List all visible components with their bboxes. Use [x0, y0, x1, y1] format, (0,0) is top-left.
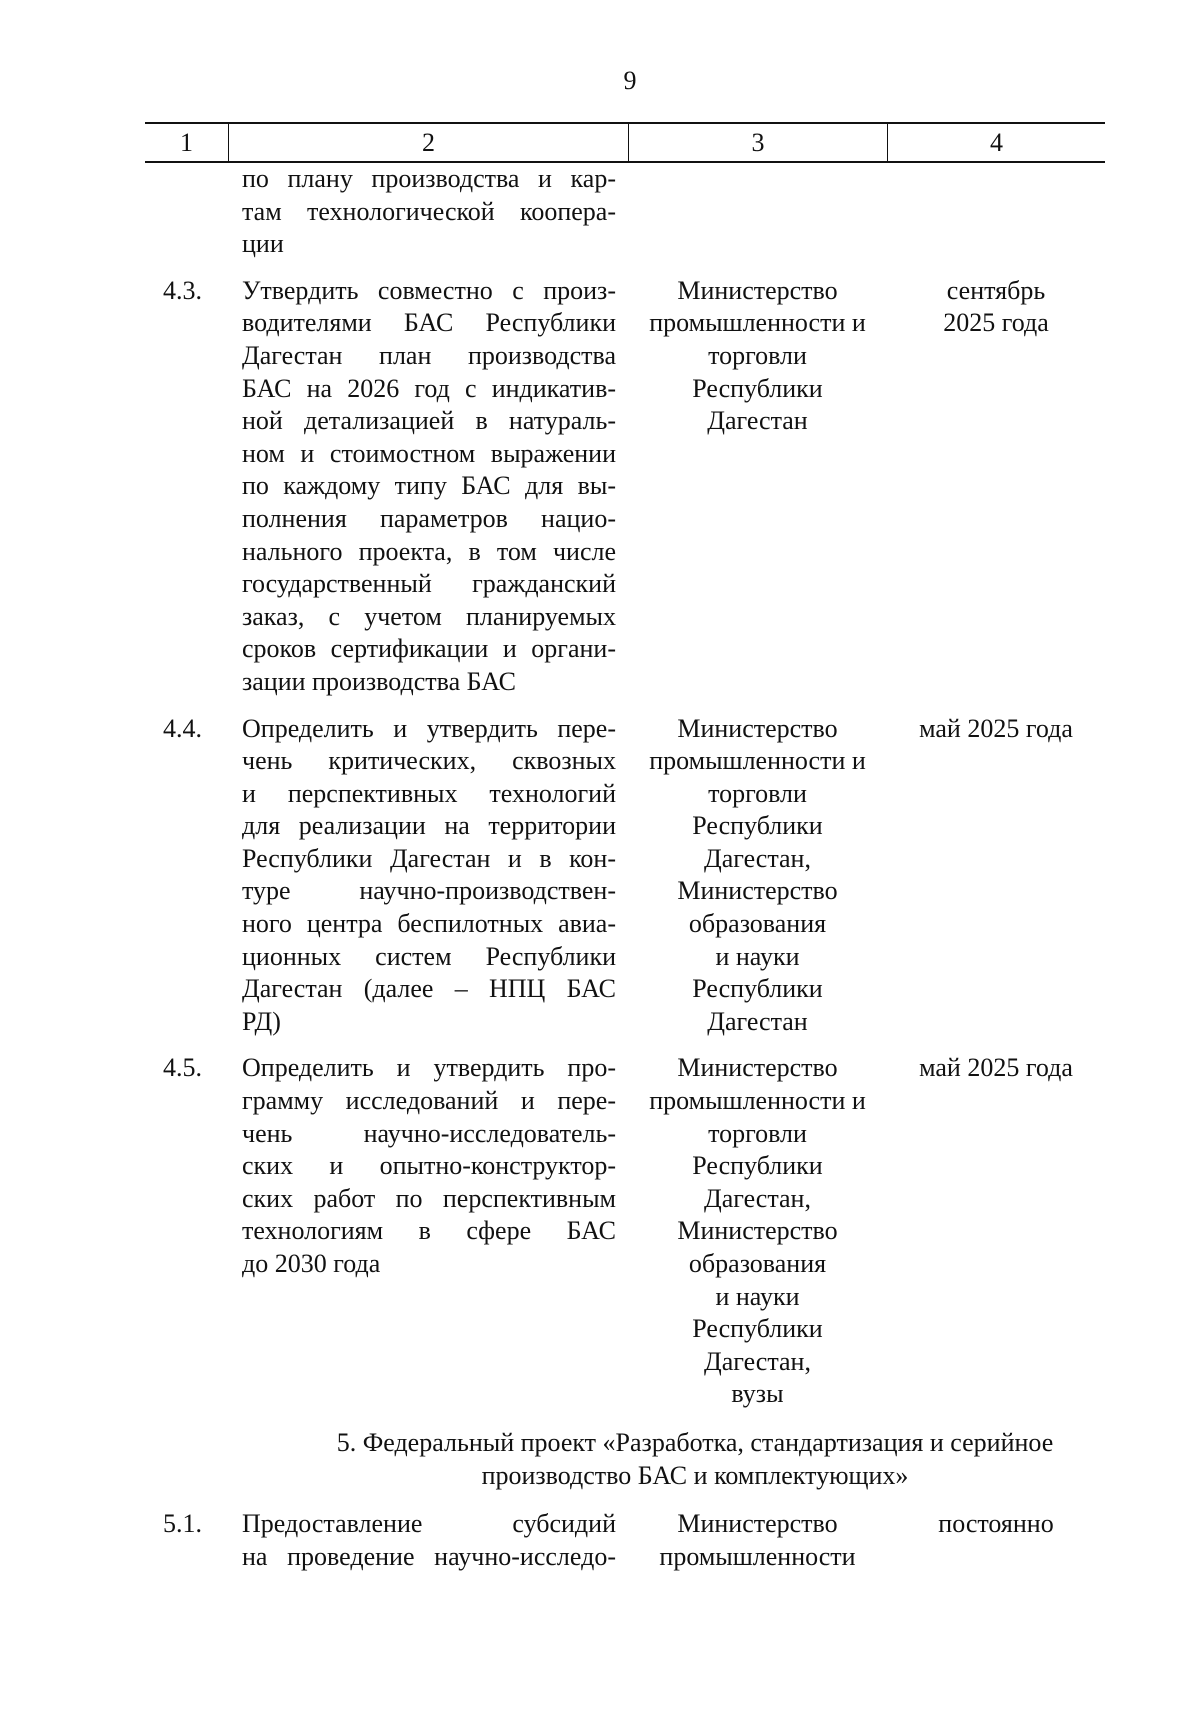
row-number	[145, 163, 228, 261]
section-title: 5. Федеральный проект «Разработка, стандартизация и серийное производство БАС и комплектующих»	[336, 1427, 1054, 1490]
row-deadline: сентябрь 2025 года	[943, 275, 1049, 338]
row-text: Определить и утвердить про- грамму исследований и пере- чень научно-исследователь- ских и опытно-конструктор- ских работ по перспективным технологиям в сфере БАС до 2030 года	[242, 1053, 616, 1278]
header-col-3: 3	[628, 124, 887, 161]
table-row-4-4	[145, 713, 1105, 1039]
row-text: Утвердить совместно с произ- водителями БАС Республики Дагестан план производства БАС на 2026 год с индикатив- ной детализацией в натураль- ном и стоимостном выражении по каждому типу БАС для вы- полнения параметров нацио- нального проекта, в том числе государственный гражданский заказ, с учетом планируемых сроков сертификации и органи- зации производства БАС	[242, 275, 616, 696]
table-header	[145, 122, 1105, 163]
measures-table	[145, 122, 1105, 1573]
row-responsible: Министерство промышленности и торговли Республики Дагестан, Министерство образования и науки Республики Дагестан, вузы	[649, 1053, 866, 1409]
table-row-4-3	[145, 275, 1105, 699]
row-deadline: май 2025 года	[919, 1053, 1073, 1083]
page-number: 9	[623, 66, 637, 95]
header-col-1: 1	[180, 128, 193, 157]
row-deadline: май 2025 года	[919, 713, 1073, 743]
table-row-4-5	[145, 1052, 1105, 1411]
row-text: Предоставление субсидий на проведение научно-исследо-	[242, 1509, 616, 1571]
row-number: 4.4.	[163, 713, 202, 743]
row-responsible: Министерство промышленности и торговли Республики Дагестан	[649, 275, 866, 436]
row-deadline: постоянно	[938, 1509, 1054, 1539]
row-number: 4.5.	[163, 1053, 202, 1083]
row-responsible: Министерство промышленности	[659, 1509, 856, 1571]
row-text: по плану производства и кар- там технологической коопера- ции	[242, 164, 616, 259]
table-row-continuation	[145, 163, 1105, 261]
row-text: Определить и утвердить пере- чень критических, сквозных и перспективных технологий для реализации на территории Республики Дагестан и в кон- туре научно-производствен- ного центра беспилотных авиа- ционных систем Республики Дагестан (далее – НПЦ БАС РД)	[242, 713, 616, 1036]
header-col-4: 4	[887, 124, 1105, 161]
header-col-2: 2	[228, 124, 628, 161]
row-number: 5.1.	[163, 1509, 202, 1539]
table-row-5-1	[145, 1508, 1105, 1573]
row-responsible: Министерство промышленности и торговли Республики Дагестан, Министерство образования и науки Республики Дагестан	[649, 713, 866, 1036]
row-number: 4.3.	[163, 275, 202, 305]
